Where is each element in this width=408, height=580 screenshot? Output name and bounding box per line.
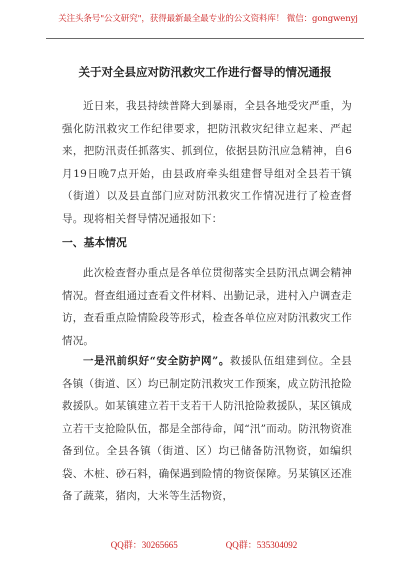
document-title: 关于对全县应对防汛救灾工作进行督导的情况通报 <box>78 65 332 79</box>
section1-paragraph: 此次检查督办重点是各单位贯彻落实全县防汛点调会精神情况。督查组通过查看文件材料、出勤记录，进村入户调查走访，查看重点险情险段等形式，检查各单位应对防汛救灾工作情况。 <box>62 267 352 347</box>
header-divider <box>46 38 364 39</box>
footer-qq-group-1: QQ群：30265665 <box>110 540 178 550</box>
point1-body: 救援队伍组建到位。全县各镇（街道、区）均已制定防汛救灾工作预案，成立防汛抢险救援队。如某镇建立若干支若干人防汛抢险救援队，某区镇成立若干支抢险队伍，都是全部待命，闻“汛”而动。防汛物资准备到位。全县各镇（街道、区）均已储备防汛物资，如编织袋、木桩、砂石料，确保遇到险情的物资保障。另某镇区还准备了蔬菜，猪肉，大米等生活物资， <box>62 355 352 502</box>
footer-qq-group-2: QQ群：535304092 <box>225 540 298 550</box>
section-heading-basic-situation: 一、基本情况 <box>62 236 127 249</box>
point1-lead: 一是汛前织好“安全防护网”。 <box>83 355 230 367</box>
footer-contact <box>0 538 408 552</box>
point1-paragraph <box>62 350 352 508</box>
intro-paragraph: 近日来，我县持续普降大到暴雨，全县各地受灾严重，为强化防汛救灾工作纪律要求，把防汛救灾纪律立起来、严起来，把防汛责任抓落实、抓到位，依据县防汛应急精神，自6月19日晚7点开始，由县政府牵头组建督导组对全县若干镇（街道）以及县直部门应对防汛救灾工作情况进行了检查督导。现将相关督导情况通报如下： <box>62 100 352 225</box>
header-promo-note: 关注头条号"公文研究"，获得最新最全最专业的公文资料库！ 微信：gongwenyj <box>58 14 358 24</box>
